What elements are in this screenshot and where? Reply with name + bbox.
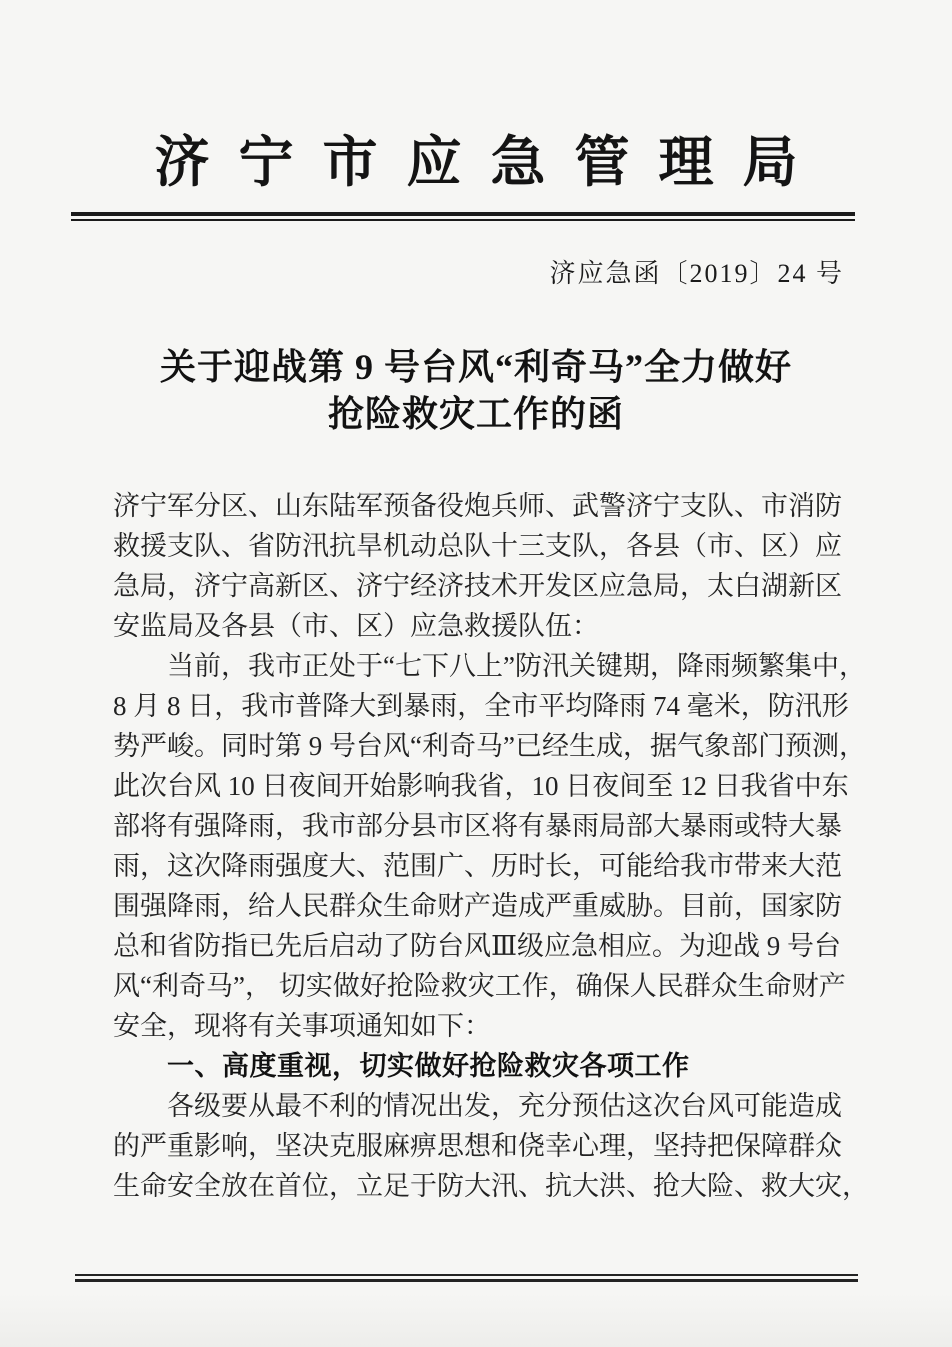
body-line: 生命安全放在首位，立足于防大汛、抗大洪、抢大险、救大灾， xyxy=(113,1171,869,1201)
document-title-line1: 关于迎战第 9 号台风“利奇马”全力做好 xyxy=(159,347,792,387)
masthead-double-rule xyxy=(71,212,855,221)
body-line: 此次台风 10 日夜间开始影响我省，10 日夜间至 12 日我省中东 xyxy=(113,771,849,801)
body-line: 救援支队、省防汛抗旱机动总队十三支队，各县（市、区）应 xyxy=(113,531,842,561)
body-line: 8 月 8 日，我市普降大到暴雨，全市平均降雨 74 毫米，防汛形 xyxy=(113,691,849,721)
document-body xyxy=(113,486,869,1206)
scan-artifact-shading xyxy=(0,1292,952,1347)
body-line: 安监局及各县（市、区）应急救援队伍： xyxy=(113,611,599,641)
body-line: 急局，济宁高新区、济宁经济技术开发区应急局，太白湖新区 xyxy=(113,571,842,601)
document-number: 济应急函〔2019〕24 号 xyxy=(549,259,844,288)
body-line: 安全，现将有关事项通知如下： xyxy=(113,1011,491,1041)
document-title-line2: 抢险救灾工作的函 xyxy=(327,394,624,434)
body-line: 势严峻。同时第 9 号台风“利奇马”已经生成，据气象部门预测， xyxy=(113,731,866,761)
body-line: 部将有强降雨，我市部分县市区将有暴雨局部大暴雨或特大暴 xyxy=(113,811,842,841)
body-line: 的严重影响，坚决克服麻痹思想和侥幸心理，坚持把保障群众 xyxy=(113,1131,842,1161)
footer-double-rule xyxy=(75,1274,858,1282)
section-heading: 一、高度重视，切实做好抢险救灾各项工作 xyxy=(167,1051,690,1081)
body-line: 风“利奇马”， 切实做好抢险救灾工作，确保人民群众生命财产 xyxy=(113,971,846,1001)
body-line: 当前，我市正处于“七下八上”防汛关键期，降雨频繁集中， xyxy=(167,651,866,681)
body-line: 济宁军分区、山东陆军预备役炮兵师、武警济宁支队、市消防 xyxy=(113,491,842,521)
agency-masthead: 济宁市应急管理局 xyxy=(154,132,827,193)
body-line: 各级要从最不利的情况出发，充分预估这次台风可能造成 xyxy=(167,1091,842,1121)
body-line: 总和省防指已先后启动了防台风Ⅲ级应急相应。为迎战 9 号台 xyxy=(113,931,842,961)
document-title xyxy=(0,344,952,438)
body-line: 围强降雨，给人民群众生命财产造成严重威胁。目前，国家防 xyxy=(113,891,842,921)
body-line: 雨，这次降雨强度大、范围广、历时长，可能给我市带来大范 xyxy=(113,851,842,881)
